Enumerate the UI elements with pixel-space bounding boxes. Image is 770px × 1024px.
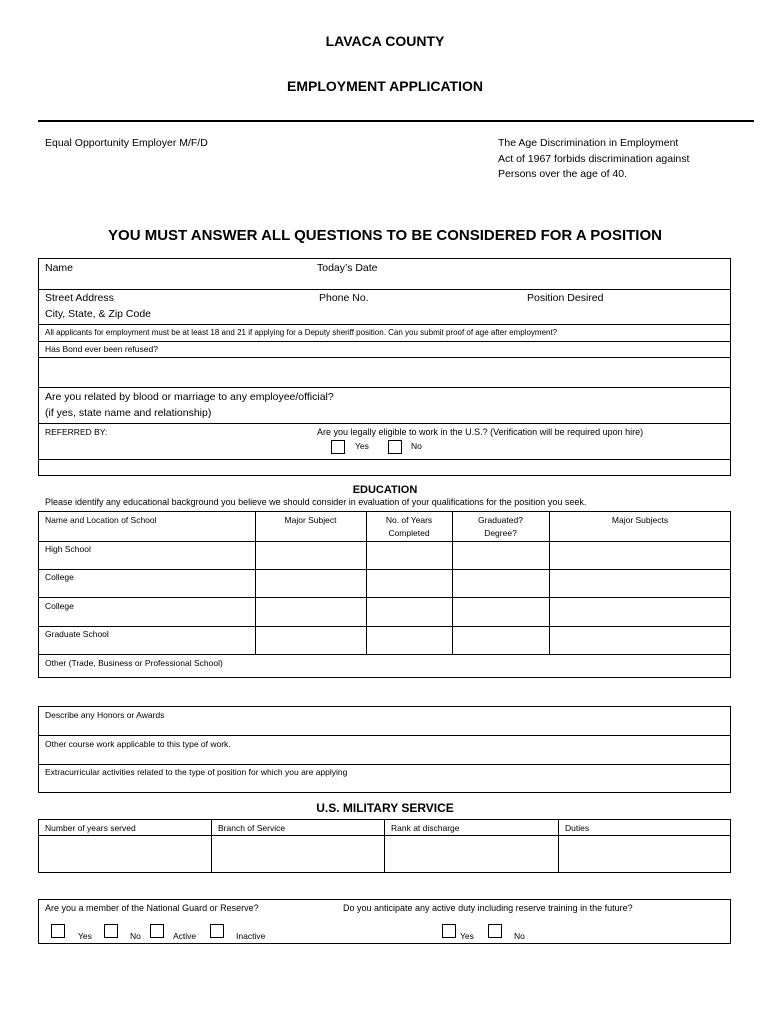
- edu-row-graduate-school: Graduate School: [45, 629, 109, 639]
- row-divider: [38, 459, 731, 460]
- row-divider: [38, 289, 731, 290]
- military-title: U.S. MILITARY SERVICE: [316, 801, 454, 815]
- guard-yes-label: Yes: [78, 931, 92, 941]
- honors-label: Describe any Honors or Awards: [45, 710, 165, 720]
- active-duty-no-checkbox[interactable]: [488, 924, 502, 938]
- related-label: Are you related by blood or marriage to any employee/official?: [45, 391, 334, 403]
- eoe-statement: Equal Opportunity Employer M/F/D: [45, 137, 208, 149]
- age-notice-line-1: The Age Discrimination in Employment: [498, 137, 679, 149]
- education-intro: Please identify any educational background you believe we should consider in evaluation of your qualifications for the position you seek.: [45, 497, 587, 507]
- row-divider: [38, 735, 731, 736]
- row-divider: [38, 569, 731, 570]
- age-notice-line-2: Act of 1967 forbids discrimination against: [498, 153, 690, 165]
- row-divider: [38, 654, 731, 655]
- row-divider: [38, 626, 731, 627]
- eligible-yes-label: Yes: [355, 441, 369, 451]
- row-divider: [38, 357, 731, 358]
- edu-row-college: College: [45, 601, 74, 611]
- row-divider: [38, 324, 731, 325]
- age-requirement-note: All applicants for employment must be at least 18 and 21 if applying for a Deputy sheriff position. Can you submit proof of age after employment?: [45, 328, 558, 337]
- mandatory-banner: YOU MUST ANSWER ALL QUESTIONS TO BE CONSIDERED FOR A POSITION: [108, 227, 662, 244]
- edu-row-other: Other (Trade, Business or Professional School): [45, 658, 223, 668]
- related-sub-label: (if yes, state name and relationship): [45, 407, 212, 419]
- referred-label: REFERRED BY:: [45, 427, 108, 437]
- extracurricular-label: Extracurricular activities related to the type of position for which you are applying: [45, 767, 348, 777]
- edu-header-graduated-1: Graduated?: [478, 515, 523, 525]
- row-divider: [38, 597, 731, 598]
- city-label: City, State, & Zip Code: [45, 308, 152, 320]
- edu-header-school: Name and Location of School: [45, 515, 157, 525]
- col-divider: [384, 819, 385, 873]
- edu-header-major: Major Subject: [284, 515, 337, 525]
- edu-header-years-2: Completed: [388, 528, 430, 538]
- col-divider: [558, 819, 559, 873]
- edu-header-subjects: Major Subjects: [611, 515, 669, 525]
- age-notice-line-3: Persons over the age of 40.: [498, 168, 627, 180]
- position-label: Position Desired: [527, 292, 604, 304]
- county-title: LAVACA COUNTY: [325, 33, 445, 49]
- guard-no-checkbox[interactable]: [104, 924, 118, 938]
- col-divider: [549, 511, 550, 654]
- row-divider: [38, 541, 731, 542]
- active-duty-yes-label: Yes: [460, 931, 474, 941]
- military-duties-label: Duties: [565, 823, 590, 833]
- form-title: EMPLOYMENT APPLICATION: [287, 78, 483, 94]
- header-rule: [38, 120, 754, 122]
- col-divider: [211, 819, 212, 873]
- col-divider: [255, 511, 256, 654]
- row-divider: [38, 764, 731, 765]
- row-divider: [38, 387, 731, 388]
- guard-inactive-label: Inactive: [236, 931, 266, 941]
- guard-active-checkbox[interactable]: [150, 924, 164, 938]
- eligible-no-label: No: [411, 441, 422, 451]
- guard-inactive-checkbox[interactable]: [210, 924, 224, 938]
- national-guard-question: Are you a member of the National Guard or Reserve?: [45, 903, 259, 913]
- name-label: Name: [45, 262, 74, 274]
- military-years-label: Number of years served: [45, 823, 136, 833]
- phone-label: Phone No.: [319, 292, 369, 304]
- military-rank-label: Rank at discharge: [391, 823, 460, 833]
- active-duty-question: Do you anticipate any active duty including reserve training in the future?: [343, 903, 633, 913]
- guard-yes-checkbox[interactable]: [51, 924, 65, 938]
- education-title: EDUCATION: [352, 484, 418, 496]
- street-label: Street Address: [45, 292, 114, 304]
- edu-header-graduated-2: Degree?: [484, 528, 517, 538]
- military-branch-label: Branch of Service: [218, 823, 286, 833]
- row-divider: [38, 341, 731, 342]
- bond-label: Has Bond ever been refused?: [45, 344, 158, 354]
- row-divider: [38, 423, 731, 424]
- coursework-label: Other course work applicable to this type of work.: [45, 739, 231, 749]
- applicant-section: [38, 258, 731, 476]
- active-duty-yes-checkbox[interactable]: [442, 924, 456, 938]
- guard-no-label: No: [130, 931, 141, 941]
- eligible-yes-checkbox[interactable]: [331, 440, 345, 454]
- date-label: Today’s Date: [317, 262, 378, 274]
- edu-header-years-1: No. of Years: [385, 515, 433, 525]
- eligible-label: Are you legally eligible to work in the U.S.? (Verification will be required upon hire): [317, 427, 644, 437]
- edu-row-college: College: [45, 572, 74, 582]
- active-duty-no-label: No: [514, 931, 525, 941]
- edu-row-high-school: High School: [45, 544, 91, 554]
- guard-active-label: Active: [173, 931, 197, 941]
- eligible-no-checkbox[interactable]: [388, 440, 402, 454]
